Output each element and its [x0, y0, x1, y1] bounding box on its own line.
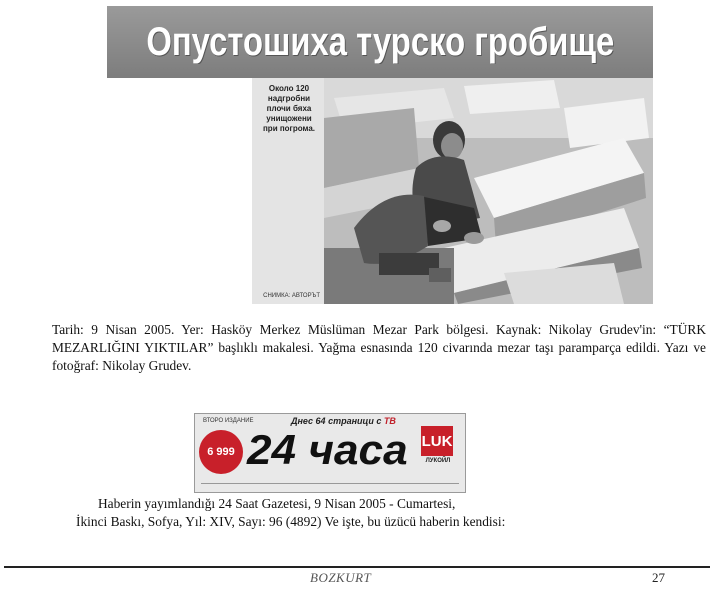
masthead-title: 24 часа [247, 426, 408, 473]
masthead-edition: ВТОРО ИЗДАНИЕ [203, 418, 254, 424]
newspaper-masthead [194, 413, 466, 493]
clipping-photo-credit: СНИМКА: АВТОРЪТ [263, 293, 320, 299]
masthead-promo [291, 416, 396, 426]
grave-photo-image [324, 78, 653, 304]
masthead-divider [201, 483, 459, 489]
publication-line-1: Haberin yayımlandığı 24 Saat Gazetesi, 9 Nisan 2005 - Cumartesi, [98, 496, 456, 511]
publication-line-2: İkinci Baskı, Sofya, Yıl: XIV, Sayı: 96 (4892) Ve işte, bu üzücü haberin kendisi: [76, 514, 506, 529]
page-number: 27 [652, 570, 665, 585]
masthead-promo-text: Днес 64 страници с [291, 416, 382, 426]
clipping-side-caption: Около 120 надгробни плочи бяха унищожени при погрома. [262, 84, 316, 133]
photo-caption-paragraph: Tarih: 9 Nisan 2005. Yer: Hasköy Merkez Müslüman Mezar Park bölgesi. Kaynak: Nikolay Grudev'in: “TÜRK MEZARLIĞINI YIKTILAR” başlıklı makalesi. Yağma esnasında 120 civarında mezar taşı paramparça edildi. Yazı ve fotoğraf: Nikolay Grudev. [52, 322, 706, 373]
clipping-headline-band [107, 6, 653, 78]
grave-photo [324, 78, 653, 304]
footer-rule [4, 566, 710, 568]
masthead-price-badge: 6 999 [199, 430, 243, 474]
clipping-headline: Опустошиха турско гробище [146, 19, 614, 64]
lukoil-logo-label: ЛУКОЙЛ [425, 458, 451, 464]
newspaper-clipping [107, 6, 653, 304]
clipping-blank-column [107, 78, 252, 304]
masthead-promo-tv: ТВ [383, 416, 396, 426]
clipping-caption-column [252, 78, 324, 304]
lukoil-logo: LUK [421, 426, 453, 456]
footer-publication-name: BOZKURT [310, 570, 372, 585]
